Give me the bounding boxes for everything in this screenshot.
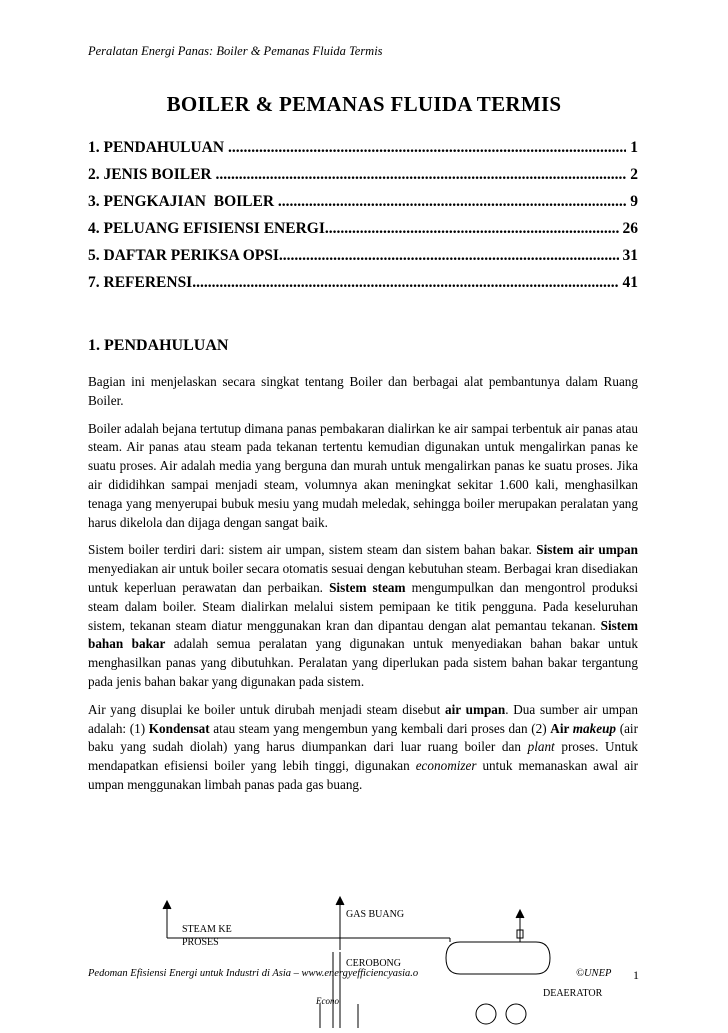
toc-entry[interactable] — [88, 193, 638, 220]
deaerator-label: DEAERATOR — [543, 988, 603, 999]
toc-entry-page: 9 — [626, 193, 638, 210]
document-title: BOILER & PEMANAS FLUIDA TERMIS — [166, 92, 562, 116]
italic-term: plant — [527, 739, 555, 755]
bold-term: air umpan — [445, 701, 506, 717]
toc-leader-dots — [278, 193, 626, 211]
toc-entry-label: 4. PELUANG EFISIENSI ENERGI — [88, 220, 325, 237]
toc-entry-label: 5. DAFTAR PERIKSA OPSI — [88, 247, 279, 264]
bold-term: Sistem bahan bakar — [88, 617, 638, 652]
paragraph: Air yang disuplai ke boiler untuk dirubah menjadi steam disebut air umpan. Dua sumber air umpan adalah: (1) Kondensat atau steam yang mengembun yang kembali dari proses dan (2) Air makeup (air baku yang sudah diolah) yang harus diumpankan dari luar ruang boiler dan plant proses. Untuk mendapatkan efisiensi boiler yang lebih tinggi, digunakan economizer untuk memanaskan awal air umpan menggunakan limbah panas pada gas buang. — [88, 701, 639, 792]
toc-entry-label: 2. JENIS BOILER — [88, 166, 216, 183]
running-header: Peralatan Energi Panas: Boiler & Pemanas Fluida Termis — [88, 44, 383, 58]
toc-leader-dots — [215, 166, 626, 184]
toc-entry-page: 2 — [626, 166, 638, 183]
bold-term: Sistem air umpan — [536, 542, 638, 558]
toc-leader-dots — [192, 274, 618, 292]
page-number: 1 — [633, 968, 639, 982]
footer-url[interactable]: www.energyefficiencyasia.o — [301, 968, 419, 979]
steam-label-line2: PROSES — [182, 937, 219, 948]
paragraph: Boiler adalah bejana tertutup dimana panas pembakaran dialirkan ke air sampai terbentuk air panas atau steam. Air panas atau steam pada tekanan tertentu kemudian digunakan untuk mengalirkan panas ke suatu proses. Air adalah media yang berguna dan murah untuk mengalirkan panas ke suatu proses. Jika air dididihkan sampai menjadi steam, volumnya akan meningkat sekitar 1.600 kali, menghasilkan tenaga yang menyerupai bubuk mesiu yang mudah meledak, sehingga boiler merupakan peralatan yang harus dikelola dan dijaga dengan sangat baik. — [88, 420, 638, 530]
bold-term: Air makeup — [550, 720, 617, 736]
cerobong-label: CEROBONG — [346, 958, 402, 969]
toc-entry-label: 3. PENGKAJIAN BOILER — [88, 193, 278, 210]
toc-entry-page: 1 — [626, 139, 638, 156]
body-text — [88, 373, 638, 804]
section-heading: 1. PENDAHULUAN — [88, 337, 229, 354]
toc-leader-dots — [325, 220, 619, 238]
toc-leader-dots — [279, 247, 619, 265]
economizer-label: Econo — [316, 996, 339, 1006]
steam-label-line1: STEAM KE — [182, 924, 232, 935]
paragraph: Bagian ini menjelaskan secara singkat tentang Boiler dan berbagai alat pembantunya dalam Ruang Boiler. — [88, 374, 638, 408]
toc-entry-page: 41 — [618, 274, 638, 291]
toc-entry-page: 31 — [618, 247, 638, 264]
toc-entry[interactable] — [88, 247, 638, 274]
italic-term: economizer — [415, 758, 477, 774]
paragraph: Sistem boiler terdiri dari: sistem air umpan, sistem steam dan sistem bahan bakar. Sistem air umpan menyediakan air untuk boiler secara otomatis sesuai dengan kebutuhan steam. Berbagai kran disediakan untuk keperluan perawatan dan perbaikan. Sistem steam mengumpulkan dan mengontrol produksi steam dalam boiler. Steam dialirkan melalui sistem pemipaan ke titik pengguna. Pada keseluruhan sistem, tekanan steam diatur menggunakan kran dan dipantau dengan alat pemantau tekanan. Sistem bahan bakar adalah semua peralatan yang digunakan untuk menyediakan bahan bakar untuk menghasilkan panas yang dibutuhkan. Peralatan yang diperlukan pada sistem bahan bakar tergantung pada jenis bahan bakar yang digunakan pada sistem. — [88, 542, 638, 689]
footer-source: Pedoman Efisiensi Energi untuk Industri di Asia – www.energyefficiencyasia.o — [88, 968, 419, 979]
toc-entry[interactable] — [88, 220, 638, 247]
toc-entry-label: 7. REFERENSI — [88, 274, 193, 291]
gas-buang-label: GAS BUANG — [346, 909, 405, 920]
footer-copyright: ©UNEP — [576, 968, 612, 979]
table-of-contents — [88, 139, 638, 301]
toc-entry[interactable] — [88, 274, 638, 301]
toc-entry-page: 26 — [618, 220, 638, 237]
bold-term: Sistem steam — [329, 579, 406, 595]
toc-leader-dots — [228, 139, 626, 157]
toc-entry[interactable] — [88, 166, 638, 193]
toc-entry-label: 1. PENDAHULUAN — [88, 139, 228, 156]
bold-term: Kondensat — [148, 720, 210, 736]
boiler-system-diagram — [88, 892, 648, 1033]
toc-entry[interactable] — [88, 139, 638, 166]
